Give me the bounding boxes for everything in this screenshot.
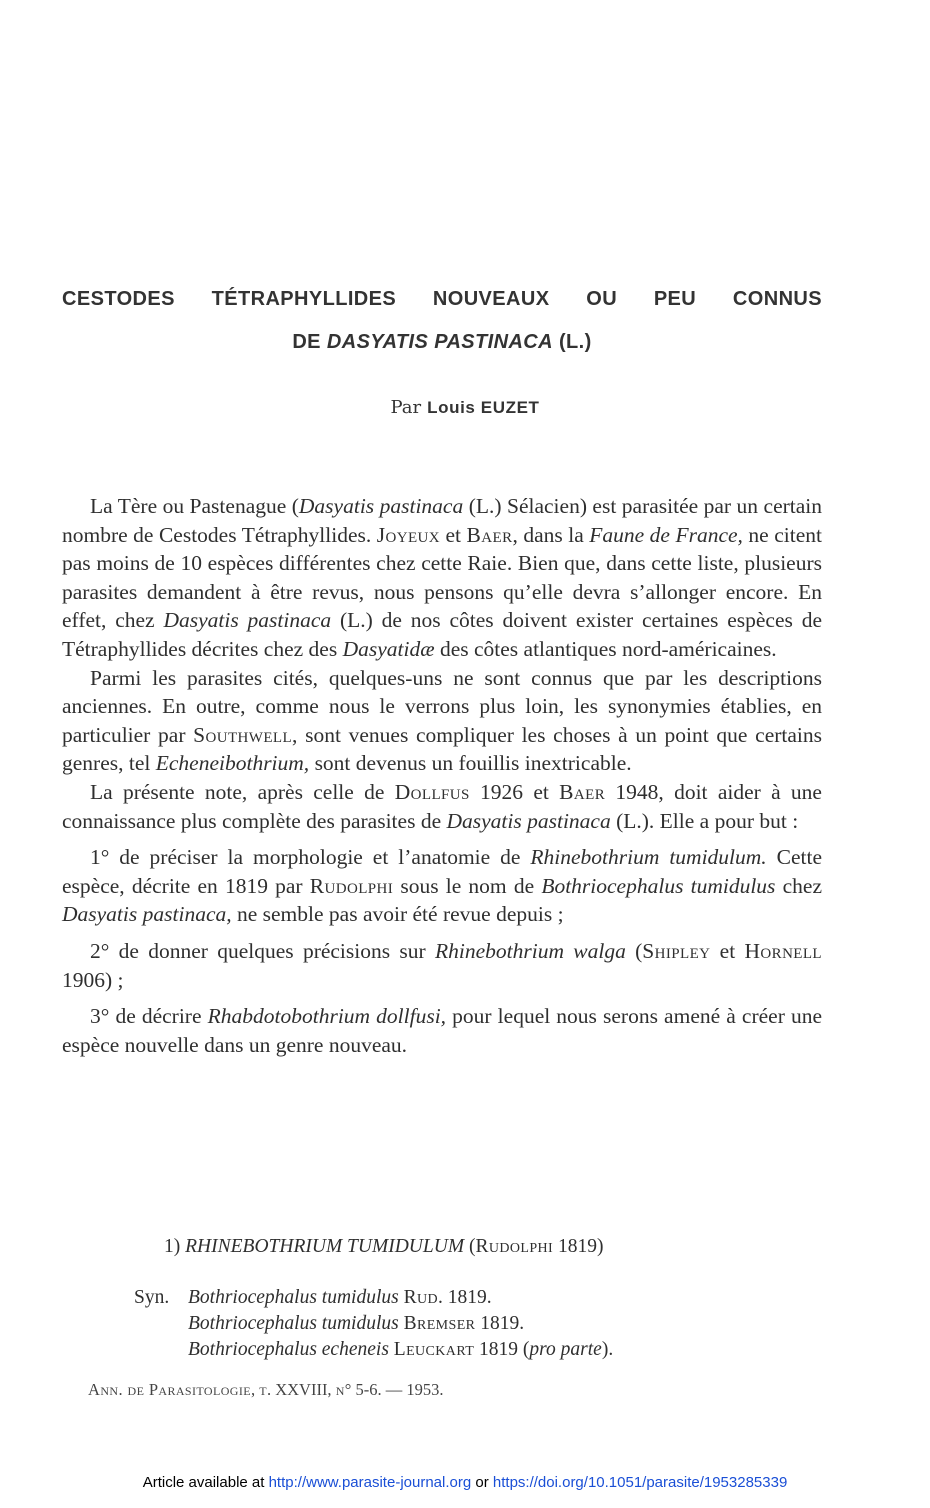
text-run: or bbox=[471, 1474, 493, 1491]
article-body bbox=[62, 492, 822, 1059]
synonymy-block bbox=[134, 1285, 613, 1363]
text-run: , dans la bbox=[512, 522, 590, 547]
byline-prefix: Par bbox=[390, 397, 422, 418]
text-run: (L.). Elle a pour but : bbox=[610, 808, 799, 833]
author-name: Louis EUZET bbox=[427, 398, 540, 417]
text-run: 1819) bbox=[553, 1236, 604, 1257]
italic-run: Faune de France, bbox=[589, 522, 743, 547]
italic-run: Dasyatidæ bbox=[342, 636, 435, 661]
text-run: . 1819. bbox=[438, 1287, 492, 1308]
small-caps-run: Rud bbox=[403, 1287, 439, 1308]
text-run: et bbox=[440, 522, 467, 547]
small-caps-run: t bbox=[259, 1380, 267, 1399]
small-caps-run: Ann. de Parasitologie bbox=[88, 1380, 251, 1399]
text-run: 1819 ( bbox=[474, 1339, 530, 1360]
synonym-entry bbox=[188, 1287, 492, 1308]
text-run: Parmi les parasites cités, quelques-uns ne sont connus que par les descriptions anciennes. En outre, comme nous le verrons plus loin, les synonymies établies, en particulier par bbox=[62, 665, 822, 747]
article-availability-footer bbox=[0, 1474, 930, 1491]
body-paragraph bbox=[62, 664, 822, 778]
small-caps-run: Rudolphi bbox=[309, 873, 394, 898]
section-heading bbox=[164, 1236, 603, 1258]
text-run: La présente note, après celle de bbox=[90, 779, 395, 804]
text-run: , sont venues compliquer les choses à un point que certains genres, tel bbox=[62, 722, 822, 776]
small-caps-run: n bbox=[335, 1380, 345, 1399]
article-title-line-1: CESTODES TÉTRAPHYLLIDES NOUVEAUX OU PEU CONNUS bbox=[62, 288, 822, 310]
text-run: pour lequel nous serons amené à créer une espèce nouvelle dans un genre nouveau. bbox=[62, 1004, 822, 1057]
text-run: 1926 et bbox=[469, 779, 560, 804]
italic-run: Echeneibothrium, bbox=[155, 751, 310, 776]
text-run: (L.) de nos côtes doivent exister certaines espèces de Tétraphyllides décrites chez des bbox=[62, 608, 823, 661]
text-run: 1° de préciser la morphologie et l’anatomie de bbox=[90, 845, 531, 870]
text-run: ne citent pas moins de 10 espèces différentes chez cette Raie. Bien que, dans cette liste, plusieurs parasites demandent à être revus, nous pensons qu’elle devra s’allonger encore. En effet, chez bbox=[62, 522, 822, 633]
text-run: Article available at bbox=[142, 1474, 269, 1491]
synonym-entry bbox=[188, 1313, 524, 1334]
text-run: sous le nom de bbox=[393, 873, 542, 898]
italic-run: Bothriocephalus tumidulus bbox=[188, 1287, 399, 1308]
title-line-2-suffix: (L.) bbox=[553, 331, 592, 353]
text-run: chez bbox=[775, 873, 822, 898]
italic-run: Rhabdotobothrium dollfusi, bbox=[207, 1004, 447, 1029]
small-caps-run: Bremser bbox=[403, 1313, 476, 1334]
italic-run: Bothriocephalus echeneis bbox=[188, 1339, 389, 1360]
text-run: ° 5-6. — 1953. bbox=[344, 1380, 444, 1399]
text-run: 3° de décrire bbox=[90, 1004, 208, 1029]
aim-item-1 bbox=[62, 843, 822, 929]
italic-run: Dasyatis pastinaca, bbox=[62, 902, 232, 927]
italic-run: Dasyatis pastinaca bbox=[446, 808, 611, 833]
aim-item-3 bbox=[62, 1002, 822, 1059]
body-paragraph bbox=[62, 778, 822, 835]
italic-run: RHINEBOTHRIUM TUMIDULUM bbox=[185, 1236, 465, 1257]
small-caps-run: Leuckart bbox=[393, 1339, 475, 1360]
synonym-row bbox=[134, 1311, 613, 1337]
small-caps-run: Shipley bbox=[642, 938, 711, 963]
title-species-name: DASYATIS PASTINACA bbox=[326, 331, 553, 353]
small-caps-run: Joyeux bbox=[376, 522, 441, 547]
italic-run: Rhinebothrium walga bbox=[434, 938, 626, 963]
small-caps-run: Baer bbox=[466, 522, 513, 547]
link[interactable]: https://doi.org/10.1051/parasite/1953285339 bbox=[492, 1474, 788, 1491]
byline bbox=[0, 397, 930, 418]
italic-run: Bothriocephalus tumidulus bbox=[541, 873, 776, 898]
synonym-row bbox=[134, 1285, 613, 1311]
body-paragraph bbox=[62, 492, 822, 664]
text-run: 1906) ; bbox=[62, 967, 124, 992]
text-run: La Tère ou Pastenague ( bbox=[90, 494, 299, 518]
text-run: 1) bbox=[164, 1236, 186, 1257]
synonym-label: Syn. bbox=[134, 1287, 170, 1308]
journal-reference bbox=[88, 1380, 443, 1400]
text-run: des côtes atlantiques nord-américaines. bbox=[434, 636, 777, 661]
synonym-row bbox=[134, 1337, 613, 1363]
small-caps-run: Baer bbox=[559, 779, 606, 804]
text-run: ( bbox=[464, 1236, 476, 1257]
aim-item-2 bbox=[62, 937, 822, 994]
italic-run: Rhinebothrium tumidulum. bbox=[530, 845, 767, 870]
text-run: 1948, doit aider à une connaissance plus complète des parasites de bbox=[62, 779, 822, 833]
italic-run: Dasyatis pastinaca bbox=[163, 608, 332, 633]
text-run: sont devenus un fouillis inextricable. bbox=[309, 751, 632, 776]
text-run: ne semble pas avoir été revue depuis ; bbox=[231, 902, 564, 927]
small-caps-run: Hornell bbox=[744, 938, 822, 963]
text-run: ). bbox=[601, 1339, 614, 1360]
text-run: (L.) Sélacien) est parasitée par un certain nombre de Cestodes Tétraphyllides. bbox=[62, 494, 823, 547]
text-run: Cette espèce, décrite en 1819 par bbox=[62, 845, 823, 898]
synonym-entry bbox=[188, 1339, 613, 1360]
small-caps-run: Dollfus bbox=[394, 779, 470, 804]
text-run: . XXVIII, bbox=[266, 1380, 336, 1399]
italic-run: Dasyatis pastinaca bbox=[298, 494, 464, 518]
title-line-2-prefix: DE bbox=[292, 331, 327, 353]
text-run: 2° de donner quelques précisions sur bbox=[90, 938, 435, 963]
link[interactable]: http://www.parasite-journal.org bbox=[268, 1474, 472, 1491]
italic-run: Bothriocephalus tumidulus bbox=[188, 1313, 399, 1334]
text-run: , bbox=[250, 1380, 260, 1399]
text-run: ( bbox=[625, 938, 643, 963]
article-title-line-2 bbox=[62, 331, 822, 354]
italic-run: pro parte bbox=[529, 1339, 602, 1360]
text-run: 1819. bbox=[475, 1313, 525, 1334]
small-caps-run: Southwell bbox=[193, 722, 293, 747]
text-run: et bbox=[710, 938, 745, 963]
small-caps-run: Rudolphi bbox=[475, 1236, 554, 1257]
